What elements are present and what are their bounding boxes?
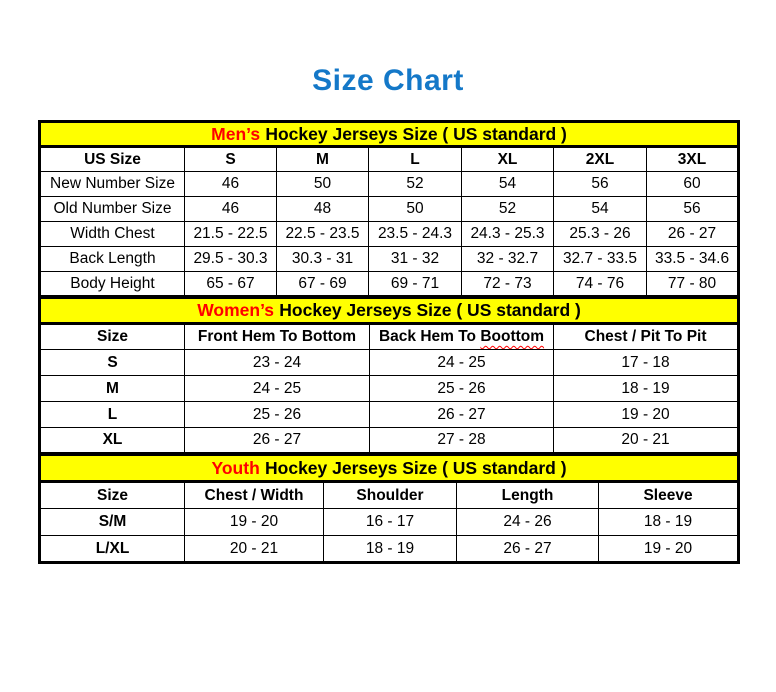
column-header: Size [40, 324, 185, 350]
row-label: L [40, 402, 185, 428]
cell-value: 21.5 - 22.5 [185, 222, 277, 247]
column-header: Size [40, 482, 185, 509]
cell-value: 48 [277, 197, 369, 222]
column-header: M [277, 147, 369, 172]
column-header: Chest / Pit To Pit [554, 324, 739, 350]
cell-value: 25.3 - 26 [554, 222, 647, 247]
section-banner-womens [40, 298, 739, 324]
cell-value: 54 [462, 172, 554, 197]
cell-value: 18 - 19 [324, 536, 457, 563]
banner-highlight: Women’s [197, 300, 275, 320]
row-label: M [40, 376, 185, 402]
row-label: S/M [40, 509, 185, 536]
cell-value: 67 - 69 [277, 272, 369, 297]
mens-header-row [40, 147, 739, 172]
cell-value: 22.5 - 23.5 [277, 222, 369, 247]
table-row [40, 222, 739, 247]
section-banner-youth [40, 455, 739, 482]
youth-header-row [40, 482, 739, 509]
cell-value: 32.7 - 33.5 [554, 247, 647, 272]
cell-value: 24.3 - 25.3 [462, 222, 554, 247]
row-label: Body Height [40, 272, 185, 297]
cell-value: 31 - 32 [369, 247, 462, 272]
cell-value: 18 - 19 [554, 376, 739, 402]
cell-value: 27 - 28 [370, 428, 554, 454]
banner-highlight: Men’s [211, 123, 261, 144]
cell-value: 24 - 25 [370, 350, 554, 376]
cell-value: 65 - 67 [185, 272, 277, 297]
cell-value: 50 [277, 172, 369, 197]
youth-banner-row [40, 455, 739, 482]
cell-value: 24 - 26 [457, 509, 599, 536]
cell-value: 20 - 21 [554, 428, 739, 454]
cell-value: 52 [462, 197, 554, 222]
header-text: Back Hem To [378, 328, 477, 345]
cell-value: 30.3 - 31 [277, 247, 369, 272]
column-header: Chest / Width [185, 482, 324, 509]
banner-text: Hockey Jerseys Size ( US standard ) [265, 123, 567, 144]
table-row [40, 536, 739, 563]
cell-value: 32 - 32.7 [462, 247, 554, 272]
column-header: 2XL [554, 147, 647, 172]
row-label: L/XL [40, 536, 185, 563]
column-header: S [185, 147, 277, 172]
row-label: New Number Size [40, 172, 185, 197]
row-label: XL [40, 428, 185, 454]
section-banner-mens [40, 122, 739, 147]
cell-value: 23 - 24 [185, 350, 370, 376]
cell-value: 20 - 21 [185, 536, 324, 563]
cell-value: 69 - 71 [369, 272, 462, 297]
cell-value: 26 - 27 [185, 428, 370, 454]
cell-value: 54 [554, 197, 647, 222]
cell-value: 46 [185, 172, 277, 197]
table-row [40, 509, 739, 536]
column-header: US Size [40, 147, 185, 172]
row-label: Back Length [40, 247, 185, 272]
cell-value: 17 - 18 [554, 350, 739, 376]
banner-highlight: Youth [211, 457, 260, 478]
cell-value: 19 - 20 [554, 402, 739, 428]
table-row [40, 376, 739, 402]
youth-size-table [38, 453, 740, 564]
column-header: Length [457, 482, 599, 509]
spellcheck-squiggle-word: Boottom [480, 328, 545, 345]
cell-value: 77 - 80 [647, 272, 739, 297]
cell-value: 26 - 27 [370, 402, 554, 428]
cell-value: 46 [185, 197, 277, 222]
row-label: Old Number Size [40, 197, 185, 222]
womens-banner-row [40, 298, 739, 324]
banner-text: Hockey Jerseys Size ( US standard ) [265, 457, 567, 478]
table-row [40, 172, 739, 197]
column-header-misspelled [370, 324, 554, 350]
cell-value: 19 - 20 [599, 536, 739, 563]
womens-size-table [38, 296, 740, 455]
cell-value: 29.5 - 30.3 [185, 247, 277, 272]
table-row [40, 402, 739, 428]
cell-value: 19 - 20 [185, 509, 324, 536]
column-header: Front Hem To Bottom [185, 324, 370, 350]
cell-value: 72 - 73 [462, 272, 554, 297]
banner-text: Hockey Jerseys Size ( US standard ) [279, 300, 581, 320]
mens-size-table [38, 120, 740, 298]
cell-value: 56 [554, 172, 647, 197]
table-row [40, 197, 739, 222]
column-header: L [369, 147, 462, 172]
cell-value: 60 [647, 172, 739, 197]
cell-value: 50 [369, 197, 462, 222]
cell-value: 26 - 27 [457, 536, 599, 563]
cell-value: 56 [647, 197, 739, 222]
mens-banner-row [40, 122, 739, 147]
cell-value: 74 - 76 [554, 272, 647, 297]
size-chart-tables [38, 120, 737, 564]
cell-value: 23.5 - 24.3 [369, 222, 462, 247]
womens-header-row [40, 324, 739, 350]
row-label: S [40, 350, 185, 376]
page-title: Size Chart [312, 64, 464, 97]
column-header: 3XL [647, 147, 739, 172]
row-label: Width Chest [40, 222, 185, 247]
cell-value: 24 - 25 [185, 376, 370, 402]
cell-value: 16 - 17 [324, 509, 457, 536]
column-header: XL [462, 147, 554, 172]
table-row [40, 350, 739, 376]
table-row [40, 428, 739, 454]
cell-value: 52 [369, 172, 462, 197]
cell-value: 33.5 - 34.6 [647, 247, 739, 272]
column-header: Shoulder [324, 482, 457, 509]
column-header: Sleeve [599, 482, 739, 509]
cell-value: 25 - 26 [370, 376, 554, 402]
cell-value: 25 - 26 [185, 402, 370, 428]
cell-value: 18 - 19 [599, 509, 739, 536]
cell-value: 26 - 27 [647, 222, 739, 247]
table-row [40, 247, 739, 272]
table-row [40, 272, 739, 297]
